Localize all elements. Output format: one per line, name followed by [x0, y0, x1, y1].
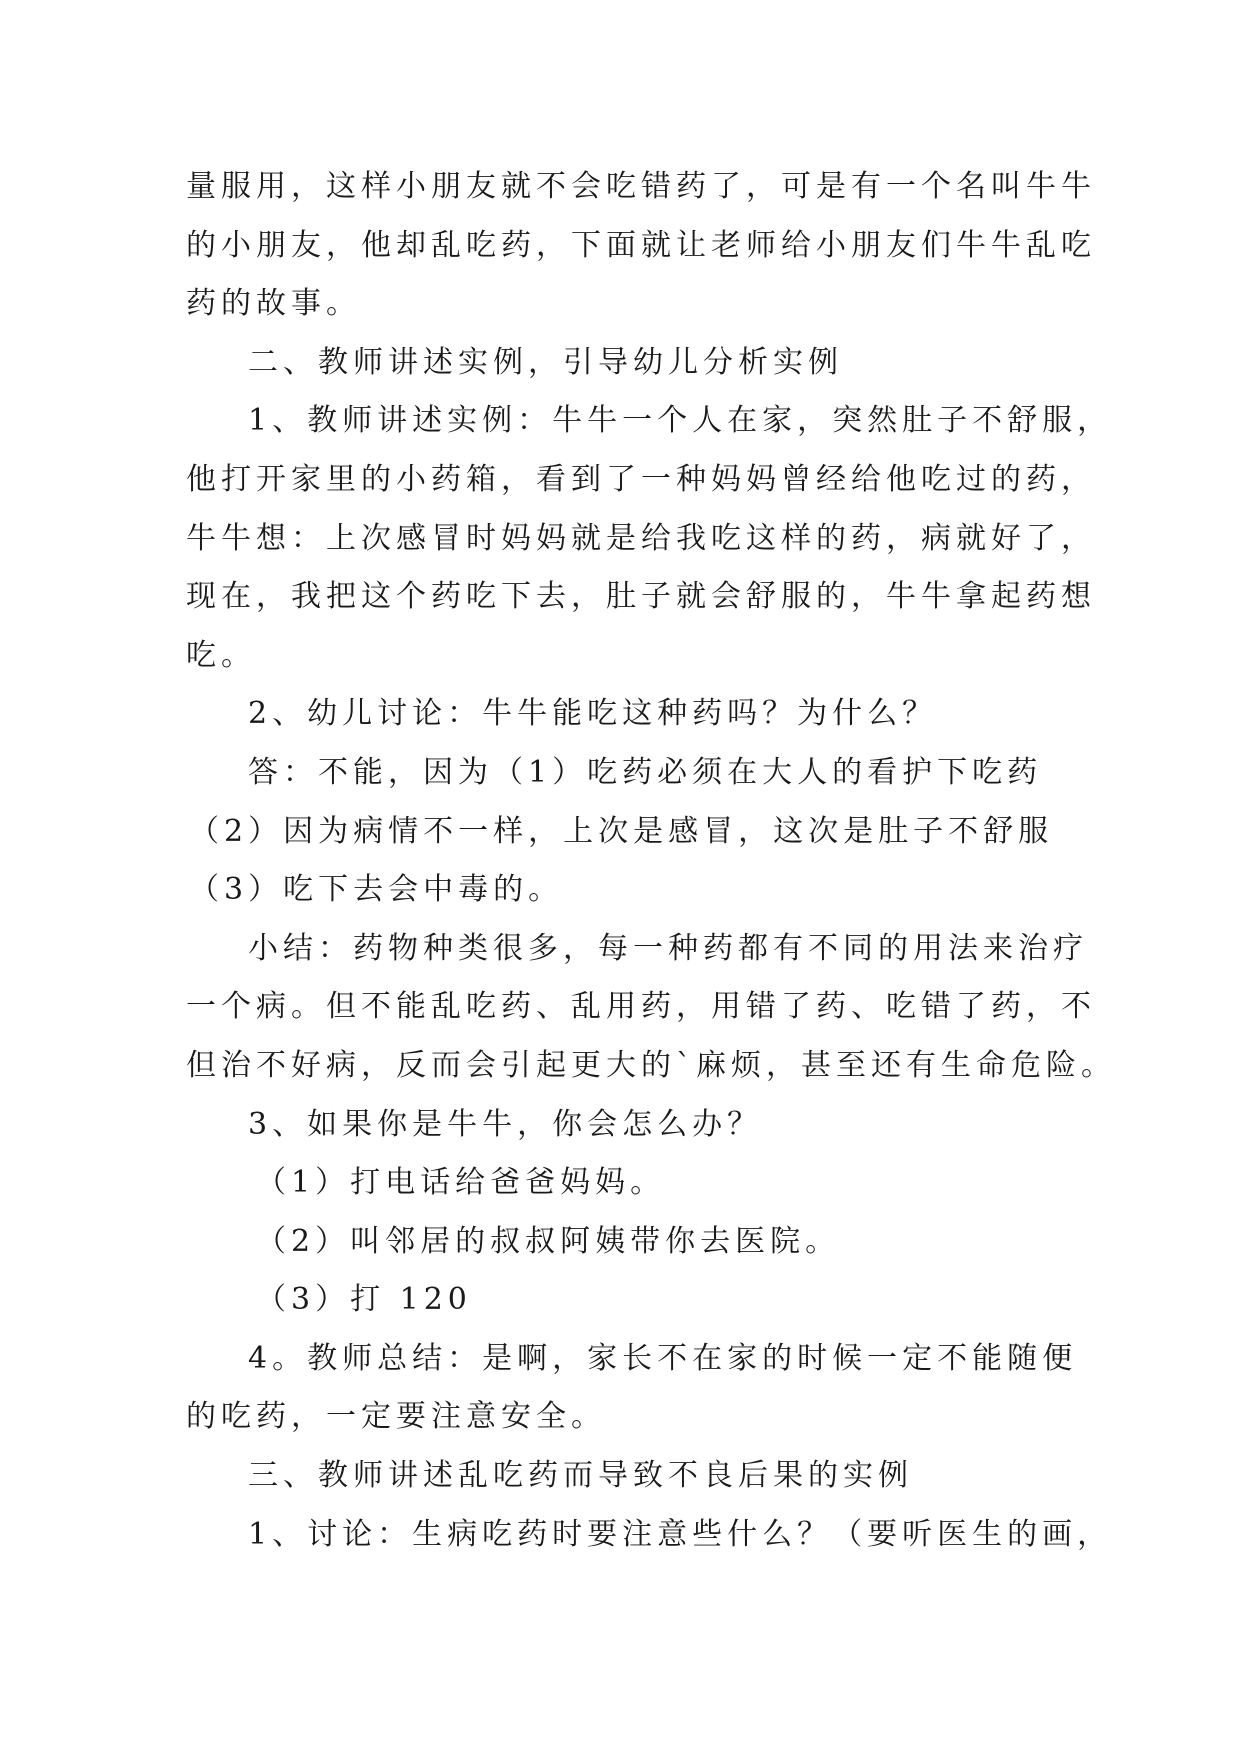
text-line: 3、如果你是牛牛，你会怎么办？ [248, 1106, 763, 1142]
text-line: （2）因为病情不一样，上次是感冒，这次是肚子不舒服 [189, 813, 1054, 849]
text-line: 4。教师总结：是啊，家长不在家的时候一定不能随便 [248, 1340, 1078, 1376]
text-line: 小结：药物种类很多，每一种药都有不同的用法来治疗 [248, 930, 1088, 966]
section-heading: 三、教师讲述乱吃药而导致不良后果的实例 [248, 1458, 913, 1494]
text-line: 量服用，这样小朋友就不会吃错药了，可是有一个名叫牛牛 [186, 169, 1096, 204]
list-item: （3）打 120 [256, 1282, 472, 1318]
text-line: 2、幼儿讨论：牛牛能吃这种药吗？为什么？ [248, 696, 938, 732]
text-line: 药的故事。 [186, 286, 361, 322]
text-line: 的小朋友，他却乱吃药，下面就让老师给小朋友们牛牛乱吃 [186, 227, 1096, 263]
text-line: 1、教师讲述实例：牛牛一个人在家，突然肚子不舒服， [248, 403, 1113, 439]
text-line: 的吃药，一定要注意安全。 [186, 1399, 606, 1435]
document-body [186, 158, 1116, 1564]
text-line: 但治不好病，反而会引起更大的`麻烦，甚至还有生命危险。 [186, 1047, 1116, 1083]
list-item: （1）打电话给爸爸妈妈。 [256, 1165, 666, 1201]
text-line: （3）吃下去会中毒的。 [189, 872, 564, 908]
text-line: 一个病。但不能乱吃药、乱用药，用错了药、吃错了药，不 [186, 989, 1096, 1025]
text-line: 吃。 [186, 637, 256, 673]
section-heading: 二、教师讲述实例，引导幼儿分析实例 [248, 344, 843, 380]
text-line: 他打开家里的小药箱，看到了一种妈妈曾经给他吃过的药， [186, 461, 1096, 497]
text-line: 牛牛想：上次感冒时妈妈就是给我吃这样的药，病就好了， [186, 520, 1096, 556]
text-line: 答：不能，因为（1）吃药必须在大人的看护下吃药 [248, 754, 1043, 790]
text-line: 1、讨论：生病吃药时要注意些什么？（要听医生的画， [248, 1516, 1113, 1552]
list-item: （2）叫邻居的叔叔阿姨带你去医院。 [256, 1223, 841, 1259]
text-line: 现在，我把这个药吃下去，肚子就会舒服的，牛牛拿起药想 [186, 579, 1096, 615]
